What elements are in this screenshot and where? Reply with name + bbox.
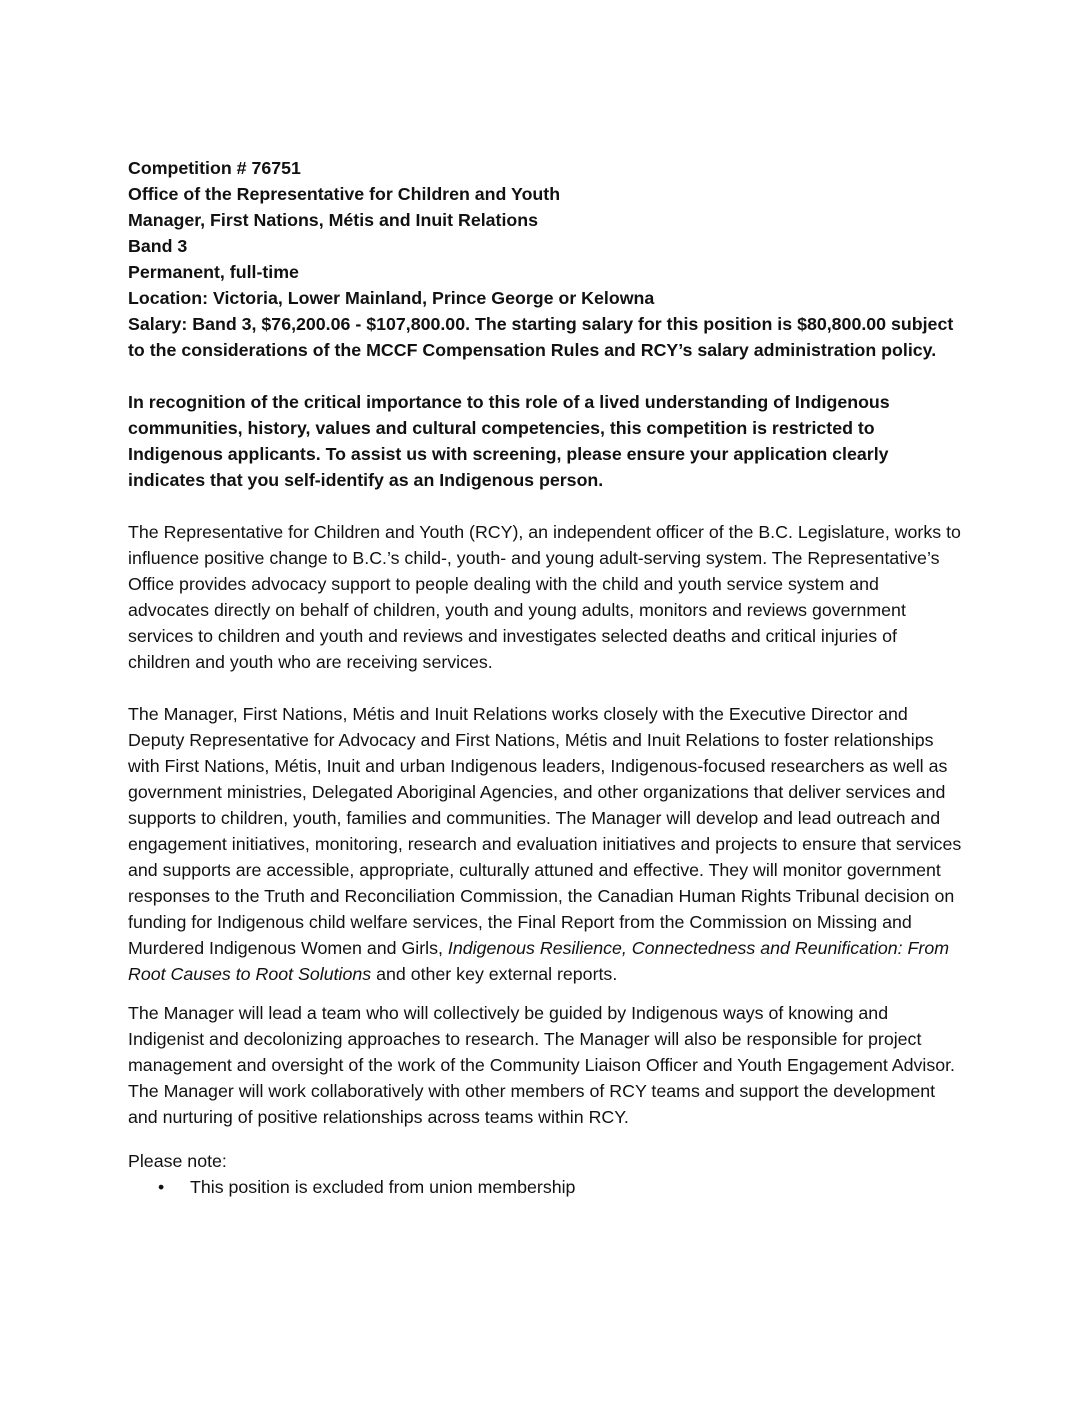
employment-term: Permanent, full-time	[128, 262, 299, 282]
about-rcy-paragraph: The Representative for Children and Youth (RCY), an independent officer of the B.C. Legislature, works to influence positive change to B.C.’s child-, youth- and young adult-serving system. The Representative’s Office provides advocacy support to people dealing with the child and youth service system and advocates directly on behalf of children, youth and young adults, monitors and reviews government services to children and youth and reviews and investigates selected deaths and critical injuries of children and youth who are receiving services.	[128, 522, 961, 672]
role-description-ending: and other key external reports.	[371, 964, 618, 984]
position-title: Manager, First Nations, Métis and Inuit Relations	[128, 210, 539, 230]
note-text: This position is excluded from union membership	[190, 1177, 576, 1197]
indigenous-restriction-notice: In recognition of the critical importance to this role of a lived understanding of Indigenous communities, history, values and cultural competencies, this competition is restricted to Indigenous applicants. To assist us with screening, please ensure your application clearly indicates that you self-identify as an Indigenous person.	[128, 392, 890, 490]
competition-number: Competition # 76751	[128, 158, 301, 178]
team-description-paragraph: The Manager will lead a team who will collectively be guided by Indigenous ways of knowing and Indigenist and decolonizing approaches to research. The Manager will also be responsible for project management and oversight of the work of the Community Liaison Officer and Youth Engagement Advisor. The Manager will work collaboratively with other members of RCY teams and support the development and nurturing of positive relationships across teams within RCY.	[128, 1003, 955, 1127]
posting-header	[128, 155, 963, 363]
role-description-text: The Manager, First Nations, Métis and Inuit Relations works closely with the Executive Director and Deputy Representative for Advocacy and First Nations, Métis and Inuit Relations to foster relationships with First Nations, Métis, Inuit and urban Indigenous leaders, Indigenous-focused researchers as well as government ministries, Delegated Aboriginal Agencies, and other organizations that deliver services and supports to children, youth, families and communities. The Manager will develop and lead outreach and engagement initiatives, monitoring, research and evaluation initiatives and projects to ensure that services and supports are accessible, appropriate, culturally attuned and effective. They will monitor government responses to the Truth and Reconciliation Commission, the Canadian Human Rights Tribunal decision on funding for Indigenous child welfare services, the Final Report from the Commission on Missing and Murdered Indigenous Women and Girls,	[128, 704, 962, 958]
document-page	[128, 155, 963, 1200]
notes-list	[128, 1174, 963, 1200]
job-location: Location: Victoria, Lower Mainland, Prince George or Kelowna	[128, 288, 655, 308]
notes-label: Please note:	[128, 1151, 227, 1171]
report-title: Indigenous Resilience, Connectedness and Reunification: From Root Causes to Root Solutions	[128, 938, 950, 984]
bullet-icon: •	[158, 1177, 165, 1197]
office-name: Office of the Representative for Children and Youth	[128, 184, 561, 204]
salary-details: Salary: Band 3, $76,200.06 - $107,800.00. The starting salary for this position is $80,800.00 subject to the considerations of the MCCF Compensation Rules and RCY’s salary administration policy.	[128, 314, 954, 360]
role-description-paragraph	[128, 701, 963, 987]
list-item	[128, 1174, 963, 1200]
pay-band: Band 3	[128, 236, 188, 256]
